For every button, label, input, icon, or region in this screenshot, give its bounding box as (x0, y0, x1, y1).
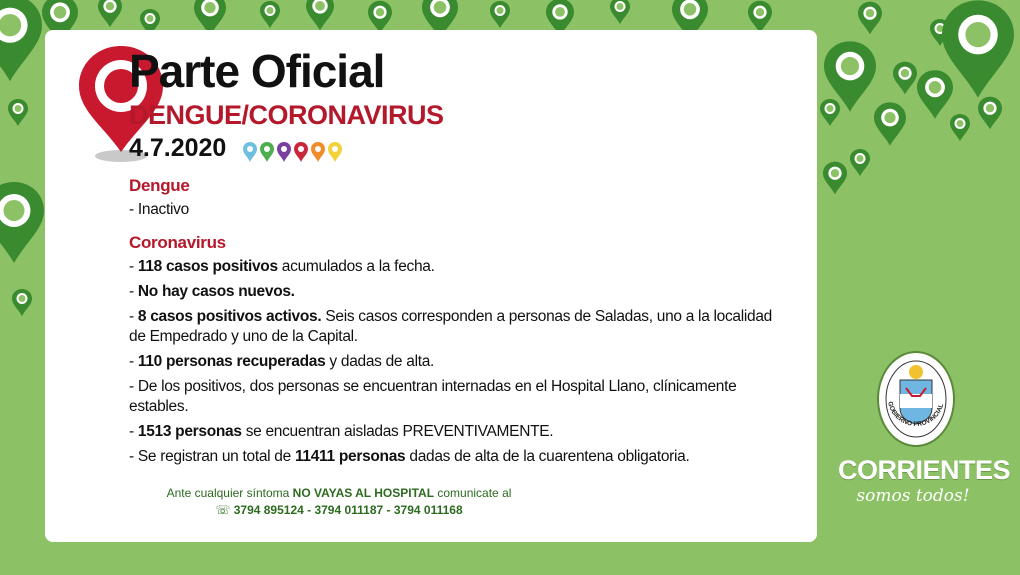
report-date: 4.7.2020 (129, 134, 227, 162)
page-title: Parte Oficial (129, 45, 385, 97)
dengue-heading: Dengue (129, 176, 190, 195)
list-item: - 8 casos positivos activos. Seis casos corresponden a personas de Saladas, uno a la localidad de Empedrado y uno de la Capital. (129, 308, 773, 345)
mini-pin-icon (260, 142, 274, 162)
list-item: - 118 casos positivos acumulados a la fecha. (129, 258, 435, 275)
contact-footer (129, 485, 549, 519)
mini-pin-icon (294, 142, 308, 162)
brand-logo: CORRIENTES (838, 455, 1011, 485)
colored-pins-icon (241, 140, 351, 164)
dengue-status: - Inactivo (129, 201, 189, 218)
brand-tagline: somos todos! (856, 486, 970, 506)
seal-text: GOBIERNO PROVINCIAL (886, 400, 946, 429)
footer-warning: Ante cualquier síntoma NO VAYAS AL HOSPITAL comunicate al (166, 486, 512, 500)
list-item: - 1513 personas se encuentran aisladas PREVENTIVAMENTE. (129, 423, 554, 440)
list-item: - No hay casos nuevos. (129, 283, 295, 300)
list-item: - De los positivos, dos personas se encuentran internadas en el Hospital Llano, clínicamente estables. (129, 378, 737, 415)
mini-pin-icon (328, 142, 342, 162)
list-item: - 110 personas recuperadas y dadas de alta. (129, 353, 435, 370)
page-subtitle: DENGUE/CORONAVIRUS (129, 100, 444, 130)
report-body (129, 176, 789, 472)
report-card (45, 30, 817, 542)
mini-pin-icon (311, 142, 325, 162)
list-item: - Se registran un total de 11411 personas dadas de alta de la cuarentena obligatoria. (129, 448, 690, 465)
coronavirus-heading: Coronavirus (129, 233, 226, 252)
footer-phones: ☏ 3794 895124 - 3794 011187 - 3794 011168 (215, 503, 463, 517)
government-seal-icon (876, 350, 956, 448)
mini-pin-icon (277, 142, 291, 162)
phone-icon: ☏ (215, 503, 234, 517)
mini-pin-icon (243, 142, 257, 162)
